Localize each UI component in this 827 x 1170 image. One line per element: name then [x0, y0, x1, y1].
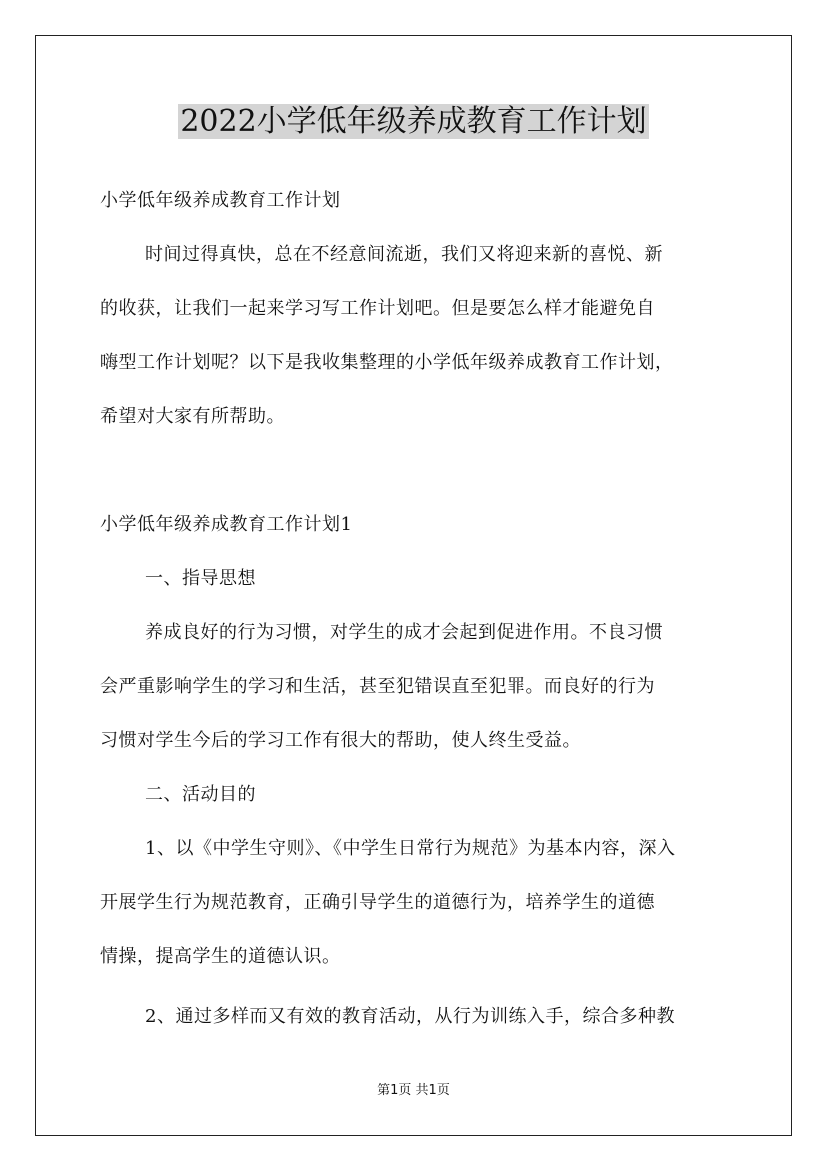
item1-line-3: 情操，提高学生的道德认识。 [100, 946, 341, 967]
intro-line-4: 希望对大家有所帮助。 [100, 406, 285, 427]
subtitle: 小学低年级养成教育工作计划 [100, 190, 341, 211]
part1-line-3: 习惯对学生今后的学习工作有很大的帮助，使人终生受益。 [100, 730, 581, 751]
item2-line-1: 2、通过多样而又有效的教育活动，从行为训练入手，综合多种教 [145, 1006, 675, 1027]
document-title [0, 100, 827, 144]
intro-line-2: 的收获，让我们一起来学习写工作计划吧。但是要怎么样才能避免自 [100, 298, 655, 319]
part2-heading: 二、活动目的 [145, 784, 256, 805]
part1-line-1: 养成良好的行为习惯，对学生的成才会起到促进作用。不良习惯 [145, 622, 663, 643]
intro-line-3: 嗨型工作计划呢？以下是我收集整理的小学低年级养成教育工作计划， [100, 352, 674, 373]
page-footer: 第1页 共1页 [377, 1083, 450, 1098]
item1-line-2: 开展学生行为规范教育，正确引导学生的道德行为，培养学生的道德 [100, 892, 655, 913]
item1-line-1: 1、以《中学生守则》、《中学生日常行为规范》为基本内容，深入 [145, 838, 676, 859]
part1-heading: 一、指导思想 [145, 568, 256, 589]
document-title-text: 2022小学低年级养成教育工作计划 [180, 104, 647, 139]
intro-line-1: 时间过得真快，总在不经意间流逝，我们又将迎来新的喜悦、新 [145, 244, 663, 265]
part1-line-2: 会严重影响学生的学习和生活，甚至犯错误直至犯罪。而良好的行为 [100, 676, 655, 697]
document-body [100, 174, 732, 1044]
section1-heading: 小学低年级养成教育工作计划1 [100, 514, 353, 535]
